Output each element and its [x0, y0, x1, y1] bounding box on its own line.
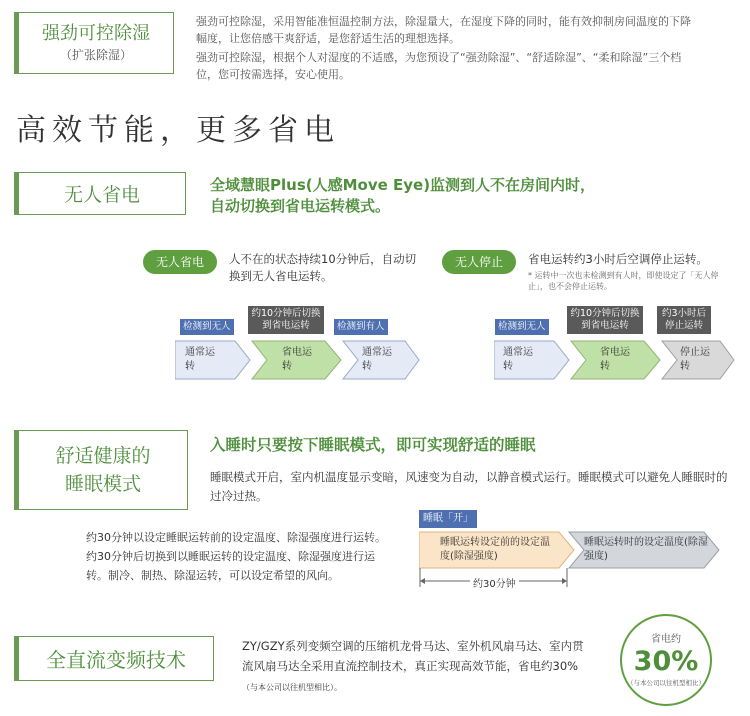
- section-title: 睡眠模式: [64, 473, 141, 495]
- dc-description-note: （与本公司以往机型相比）。: [242, 683, 342, 692]
- event-tag: 约10分钟后切换到省电运转: [567, 306, 643, 334]
- footnote: * 运转中一次也未检测到有人时，即使设定了「无人停止」，也不会停止运转。: [528, 271, 719, 291]
- step-label: 睡眠运转时的设定温度(除湿强度): [584, 537, 708, 562]
- headline: 自动切换到省电运转模式。: [210, 197, 391, 215]
- event-tag: 检测到无人: [180, 319, 234, 335]
- paragraph: 强劲可控除湿，采用智能准恒温控制方法，除湿量大，在湿度下降的同时，能有效抑制房间温度的下降幅度，让您倍感干爽舒适，是您舒适生活的理想选择。: [196, 15, 691, 45]
- badge-value: 30%: [633, 645, 699, 677]
- sleep-on-tag: 睡眠「开」: [419, 510, 477, 528]
- paragraph: 强劲可控除湿，根据个人对湿度的不适感，为您预设了“强劲除湿”、“舒适除湿”、“柔和除湿”三个档位，您可按需选择，安心使用。: [196, 51, 682, 81]
- badge-note: （与本公司以往机型相比）: [627, 678, 705, 687]
- step-label: 睡眠运转设定前的设定温度(除湿强度): [440, 537, 550, 562]
- step-label: 省电运转: [282, 347, 312, 372]
- step-label: 通常运转: [362, 347, 392, 372]
- mode-description: 人不在的状态持续10分钟后，自动切换到无人省电运转。: [229, 252, 417, 283]
- event-tag: 约3小时后停止运转: [657, 306, 711, 334]
- dc-description-text: ZY/GZY系列变频空调的压缩机龙骨马达、室外机风扇马达、室内贯流风扇马达全采用直流控制技术，真正实现高效节能，省电约30%: [242, 639, 584, 673]
- event-tag: 检测到有人: [334, 319, 388, 335]
- mode-pill: 无人停止: [442, 250, 516, 274]
- savings-badge: [620, 614, 712, 706]
- step-label: 停止运转: [680, 347, 710, 372]
- section-box-dc-inverter: [14, 636, 214, 681]
- headline: 全域慧眼Plus(人感Move Eye)监测到人不在房间内时，: [210, 176, 596, 194]
- dc-description: [242, 636, 592, 698]
- section-subtitle: （扩张除湿）: [59, 48, 132, 62]
- step-label: 省电运转: [600, 347, 630, 372]
- sleep-description: 睡眠模式开启，室内机温度显示变暗，风速变为自动，以静音模式运行。睡眠模式可以避免人睡眠时的过冷过热。: [210, 470, 728, 503]
- page-heading: 高效节能，更多省电: [16, 113, 340, 148]
- section-title: 强劲可控除湿: [42, 23, 150, 44]
- event-tag: 检测到无人: [495, 319, 549, 335]
- badge-label: 省电约: [651, 633, 681, 645]
- event-tag: 约10分钟后切换到省电运转: [248, 306, 324, 334]
- duration-label: 约30分钟: [470, 575, 519, 590]
- section-box-energy-saving: [14, 172, 186, 215]
- headline: 入睡时只要按下睡眠模式，即可实现舒适的睡眠: [210, 436, 536, 454]
- section-title: 无人省电: [63, 184, 140, 206]
- section-title: 全直流变频技术: [46, 648, 186, 672]
- step-label: 通常运转: [185, 347, 215, 372]
- section-title: 舒适健康的: [55, 445, 151, 467]
- section-box-dehumidify: [14, 12, 174, 74]
- sleep-left-text: 约30分钟以设定睡眠运转前的设定温度、除湿强度进行运转。约30分钟后切换到以睡眠运转的设定温度、除湿强度进行运转。制冷、制热、除湿运转，可以设定希望的风向。: [86, 531, 386, 582]
- section-box-sleep-mode: [14, 430, 188, 510]
- mode-pill: 无人省电: [143, 250, 217, 274]
- mode-description: 省电运转约3小时后空调停止运转。: [528, 252, 708, 266]
- step-label: 通常运转: [503, 347, 533, 372]
